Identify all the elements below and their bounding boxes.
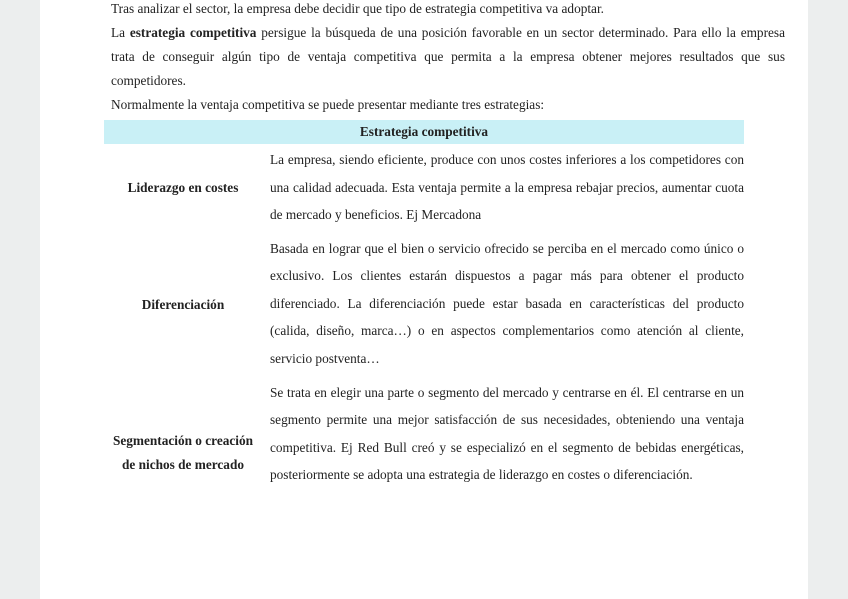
table-row [104, 144, 744, 233]
table-row [104, 377, 744, 515]
strategy-name: Liderazgo en costes [127, 180, 239, 196]
document-content [111, 0, 785, 515]
intro-p2-pre: La [111, 25, 130, 40]
intro-paragraph-1: Tras analizar el sector, la empresa debe decidir que tipo de estrategia competitiva va adoptar. [111, 1, 604, 16]
table-header: Estrategia competitiva [104, 120, 744, 144]
document-page [40, 0, 808, 599]
term-estrategia-competitiva: estrategia competitiva [129, 25, 257, 40]
strategy-name: Segmentación o creación de nichos de mercado [112, 432, 254, 472]
table-header-row [104, 120, 744, 144]
table-row [104, 233, 744, 377]
intro-paragraph-3: Normalmente la ventaja competitiva se puede presentar mediante tres estrategias: [111, 97, 545, 112]
strategy-description: Basada en lograr que el bien o servicio ofrecido se perciba en el mercado como único o exclusivo. Los clientes estarán dispuestos a pagar más para obtener el producto diferenciado. La diferenciación puede estar basada en características del producto (calida, diseño, marca…) o en aspectos complementarios como atención al cliente, servicio postventa… [270, 240, 744, 366]
intro-p2-post: persigue la búsqueda de una posición favorable en un sector determinado. Para ello la empresa trata de conseguir algún tipo de ventaja competitiva que permita a la empresa obtener mejores resultados que sus competidores. [111, 25, 785, 88]
strategy-description: La empresa, siendo eficiente, produce con unos costes inferiores a los competidores con una calidad adecuada. Esta ventaja permite a la empresa rebajar precios, aumentar cuota de mercado y beneficios. Ej Mercadona [270, 152, 744, 222]
intro-paragraph-2 [111, 21, 785, 93]
strategy-table [104, 120, 744, 515]
strategy-name: Diferenciación [141, 296, 225, 312]
strategy-description: Se trata en elegir una parte o segmento del mercado y centrarse en él. El centrarse en un segmento permite una mejor satisfacción de sus necesidades, obteniendo una ventaja competitiva. Ej Red Bull creó y se especializó en el segmento de bebidas energéticas, posteriormente se adopta una estrategia de liderazgo en costes o diferenciación. [270, 384, 744, 482]
